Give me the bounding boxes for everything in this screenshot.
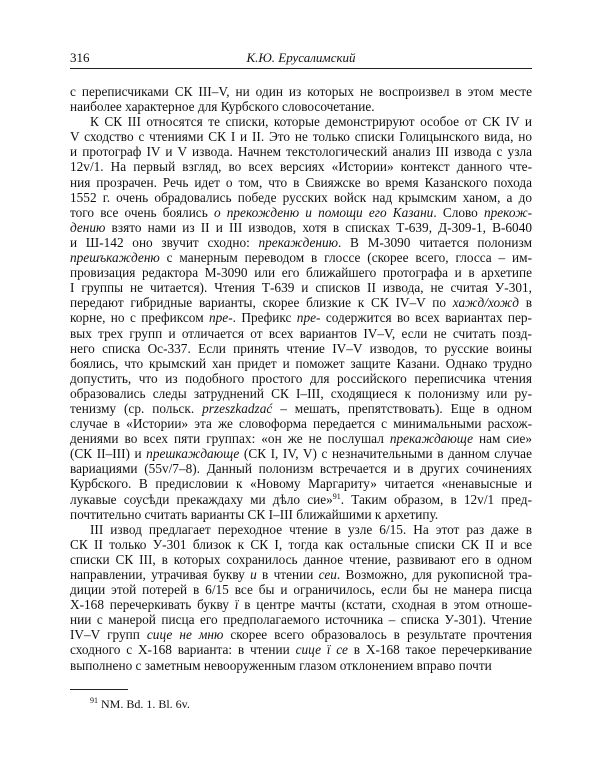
running-title: К.Ю. Ерусалимский xyxy=(246,50,356,65)
text-line xyxy=(70,326,532,341)
text-segment: сходного с Х-168 варианта: в чтении xyxy=(70,642,296,658)
page-number: 316 xyxy=(70,50,90,65)
italic-text: прекож- xyxy=(483,204,533,220)
text-line xyxy=(70,582,532,597)
italic-text: пре- xyxy=(296,310,321,326)
text-segment: провизация редактора М-3090 или его ближайшего протографа и в архетипе xyxy=(70,265,532,281)
text-segment: списки СК III, в которых сохранилось данное чтение, развивают его в одном xyxy=(70,551,532,567)
text-segment: того все очень боялись xyxy=(70,204,214,220)
text-line xyxy=(70,446,532,461)
text-segment: в чтении xyxy=(256,567,319,582)
text-segment: . В М-3090 читается полонизм xyxy=(338,234,532,250)
text-segment: V сходство с чтениями СК I и II. Это не только списки Голицынского вида, но xyxy=(70,129,532,145)
italic-text: прешкаждающе xyxy=(146,446,240,462)
text-segment: . Слово xyxy=(433,204,484,220)
text-line xyxy=(70,220,532,235)
text-segment: образовались следы затруднений СК I–III, сходящиеся к полонизму или ру- xyxy=(70,385,532,401)
italic-text: сеи xyxy=(318,567,337,582)
text-segment: 12v/1. На первый взгляд, во всех версиях «Истории» контекст данного чте- xyxy=(70,159,532,175)
text-segment: ния прозрачен. Речь идет о том, что в Свияжске во время Казанского похода xyxy=(70,174,532,190)
italic-text: сице не мню xyxy=(146,627,224,643)
text-segment: наиболее характерное для Курбского словосочетание. xyxy=(70,99,375,115)
italic-text: ї xyxy=(234,597,239,613)
text-line xyxy=(70,461,532,476)
text-segment: него списка Ос-337. Если принять чтение IV–V изводов, то русские воины xyxy=(70,340,532,356)
text-line xyxy=(70,567,532,582)
text-line xyxy=(70,341,532,356)
text-line xyxy=(70,295,532,310)
text-line xyxy=(70,190,532,205)
text-line xyxy=(70,175,532,190)
text-segment: нам сие» xyxy=(472,431,532,447)
italic-text: хажд/хожд xyxy=(452,295,519,311)
text-segment: . Таким образом, в 12v/1 пред- xyxy=(340,491,532,507)
text-line xyxy=(70,280,532,295)
text-segment: боялись, что крымский хан придет и поможет защите Казани. Однако трудно xyxy=(70,355,532,371)
text-segment: IV–V групп xyxy=(70,627,147,643)
text-line xyxy=(70,250,532,265)
text-line xyxy=(70,642,532,657)
text-segment: взято нами из II и III изводов, хотя в списках Т-639, Д-309-1, В-6040 xyxy=(105,219,532,235)
footnote xyxy=(90,697,190,712)
italic-text: и xyxy=(250,567,257,582)
text-segment: почтительно считать варианты СК I–III ближайшими к архетипу. xyxy=(70,506,439,522)
text-segment: Курбского. В предисловии к «Новому Маргариту» читается «ненавысные и xyxy=(70,476,532,492)
header-rule xyxy=(70,68,532,69)
text-segment: диции этой потерей в 6/15 все бы и ограничилось, если бы не манера писца xyxy=(70,582,532,598)
text-line xyxy=(70,492,532,507)
text-segment: нии с манерой писца его предполагаемого источника – списка У-301). Чтение xyxy=(70,612,532,628)
text-segment: дениями во всех пяти группах: «он же не послушал xyxy=(70,431,390,447)
footnote-reference: 91 xyxy=(332,491,341,501)
text-segment: случае в «Истории» эта же словоформа передается с минимальными расхож- xyxy=(70,416,532,432)
text-segment: тенизму (ср. польск. xyxy=(70,400,203,416)
text-line xyxy=(70,159,532,174)
text-line xyxy=(70,99,532,114)
text-segment: выполнено с заметным невооруженным глазом отклонением вправо почти xyxy=(70,657,492,673)
text-line xyxy=(70,627,532,642)
text-segment: допустить, что из подобного простого для российского переписчика чтения xyxy=(70,370,532,386)
text-line xyxy=(70,129,532,144)
text-line xyxy=(70,597,532,612)
text-line xyxy=(70,476,532,491)
text-segment: вариациями (55v/7–8). Данный полонизм встречается и в других сочинениях xyxy=(70,461,532,477)
italic-text: сице ї се xyxy=(295,642,348,658)
text-segment: III извод предлагает переходное чтение в узле 6/15. На этот раз даже в xyxy=(90,521,532,537)
text-segment: с манерным переводом в глоссе (скорее всего, глосса – им- xyxy=(159,250,532,266)
text-line xyxy=(70,310,532,325)
text-line xyxy=(70,507,532,522)
text-segment: и Ш-142 оно звучит сходно: xyxy=(70,234,259,250)
text-segment: с переписчиками СК III–V, ни один из которых не воспроизвел в этом месте xyxy=(70,84,532,99)
text-line xyxy=(70,356,532,371)
running-header xyxy=(70,50,532,68)
text-segment: – мешать, препятствовать). Еще в одном xyxy=(272,400,532,416)
body-text xyxy=(70,84,532,673)
italic-text: прешъкажденю xyxy=(70,250,160,266)
text-segment: в Х-168 такое перечеркивание xyxy=(347,642,532,658)
text-line xyxy=(70,386,532,401)
italic-text: пре- xyxy=(209,310,233,326)
footnote-number: 91 xyxy=(90,696,98,705)
text-segment: содержится во всех вариантах пер- xyxy=(320,310,532,326)
text-line xyxy=(70,537,532,552)
italic-text: przeszkadzać xyxy=(202,400,273,416)
text-line xyxy=(70,658,532,673)
text-line xyxy=(70,114,532,129)
italic-text: дению xyxy=(70,219,106,235)
text-line xyxy=(70,552,532,567)
footnote-rule xyxy=(70,689,128,690)
text-line xyxy=(70,144,532,159)
text-segment: . Префикс xyxy=(232,310,297,326)
italic-text: о прекожденю и помощи его Казани xyxy=(213,204,434,220)
text-segment: СК II только У-301 близок к СК I, тогда как остальные списки СК II и все xyxy=(70,536,532,552)
italic-text: прекаждению xyxy=(258,234,339,250)
text-segment: Х-168 перечеркивать букву xyxy=(70,597,235,613)
text-line xyxy=(70,265,532,280)
text-segment: корне, но с префиксом xyxy=(70,310,209,326)
text-line xyxy=(70,431,532,446)
text-segment: скорее всего образовалось в результате прочтения xyxy=(223,627,532,643)
text-segment: (СК II–III) и xyxy=(70,446,147,462)
text-segment: (СК I, IV, V) с незначительными в данном случае xyxy=(239,446,532,462)
text-segment: в xyxy=(518,295,532,311)
text-segment: I группы не читается). Чтения Т-639 и списков II извода, не считая У-301, xyxy=(70,280,532,296)
text-line xyxy=(70,205,532,220)
text-line xyxy=(70,401,532,416)
text-segment: вых трех групп и отличается от всех вариантов IV–V, если не считать позд- xyxy=(70,325,532,341)
text-line xyxy=(70,84,532,99)
text-segment: 1552 г. очень обрадовались победе русских войск над крымским ханом, а до xyxy=(70,189,532,205)
text-line xyxy=(70,371,532,386)
text-segment: . Возможно, для рукописной тра- xyxy=(336,567,533,582)
text-segment: и протограф IV и V извода. Начнем текстологический анализ III извода с узла xyxy=(70,144,532,160)
text-line xyxy=(70,612,532,627)
text-line xyxy=(70,416,532,431)
italic-text: прекаждающе xyxy=(389,431,473,447)
text-segment: лукавые соусѣди прекаждаху ми дѣло сие» xyxy=(70,491,333,507)
text-line xyxy=(70,235,532,250)
text-line xyxy=(70,522,532,537)
text-segment: направлении, утрачивая букву xyxy=(70,567,251,582)
text-segment: в центре мачты (кстати, сходная в этом отноше- xyxy=(238,597,533,613)
footnote-text: NM. Bd. 1. Bl. 6v. xyxy=(101,697,190,711)
text-segment: передают гибридные варианты, скорее близкие к СК IV–V по xyxy=(70,295,453,311)
text-segment: К СК III относятся те списки, которые демонстрируют особое от СК IV и xyxy=(90,114,532,130)
